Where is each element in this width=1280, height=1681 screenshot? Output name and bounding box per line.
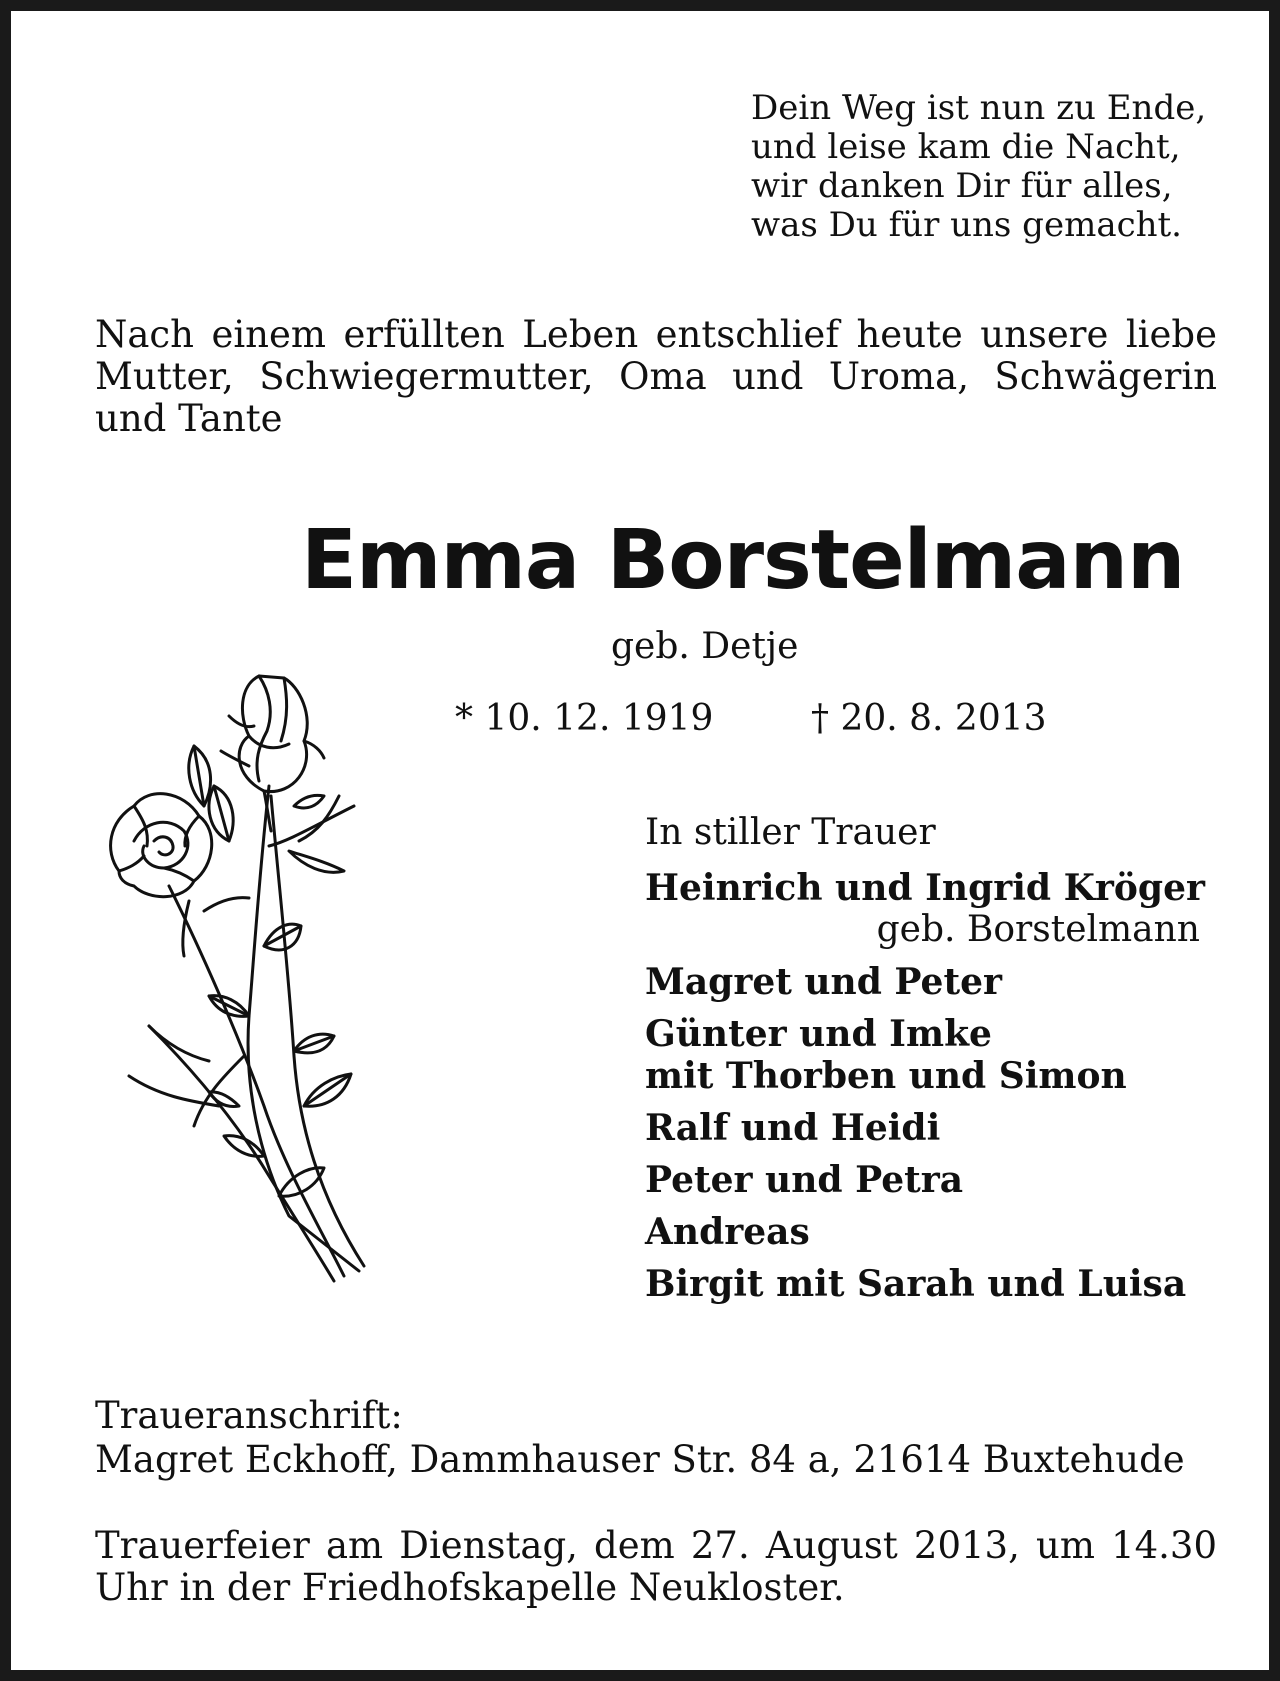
maiden-name: geb. Detje (611, 626, 799, 667)
mourner-name: Ralf und Heidi (645, 1107, 941, 1149)
mourner-name: Andreas (645, 1211, 810, 1253)
mourner-family (645, 1159, 1200, 1201)
address-label: Traueranschrift: (95, 1394, 403, 1437)
mourner-name: Peter und Petra (645, 1159, 964, 1201)
mourners-list (645, 812, 1205, 1315)
mourning-heading: In stiller Trauer (645, 812, 936, 853)
mourner-name: Magret und Peter (645, 961, 1002, 1003)
poem-line: und leise kam die Nacht, (751, 127, 1181, 167)
funeral-service-info: Trauerfeier am Dienstag, dem 27. August 2013, um 14.30 Uhr in der Friedhofskapelle Neukloster. (95, 1524, 1217, 1609)
mourner-family (645, 1263, 1200, 1305)
mourner-family (645, 1211, 1200, 1253)
mourning-address (95, 1394, 1217, 1482)
intro-text: Nach einem erfüllten Leben entschlief heute unsere liebe Mutter, Schwiegermutter, Oma und Uroma, Schwägerin und Tante (95, 313, 1217, 440)
poem-line: Dein Weg ist nun zu Ende, (751, 88, 1207, 128)
address-value: Magret Eckhoff, Dammhauser Str. 84 a, 21614 Buxtehude (95, 1438, 1185, 1481)
mourner-family (645, 1013, 1200, 1097)
poem-line: was Du für uns gemacht. (751, 205, 1182, 245)
mourner-name: Birgit mit Sarah und Luisa (645, 1263, 1187, 1305)
mourner-name-continued: mit Thorben und Simon (645, 1055, 1127, 1097)
poem-line: wir danken Dir für alles, (751, 166, 1173, 206)
mourner-maiden-name: geb. Borstelmann (876, 909, 1200, 950)
mourner-family (645, 867, 1205, 951)
deceased-name: Emma Borstelmann (301, 513, 1185, 608)
rose-illustration-icon (89, 656, 389, 1286)
mourner-family (645, 961, 1200, 1003)
birth-date: * 10. 12. 1919 (455, 698, 714, 739)
mourner-family (645, 1107, 1200, 1149)
death-date: † 20. 8. 2013 (811, 698, 1047, 739)
poem (751, 89, 1221, 245)
mourner-name: Günter und Imke (645, 1013, 992, 1055)
mourner-name: Heinrich und Ingrid Kröger (645, 867, 1205, 909)
